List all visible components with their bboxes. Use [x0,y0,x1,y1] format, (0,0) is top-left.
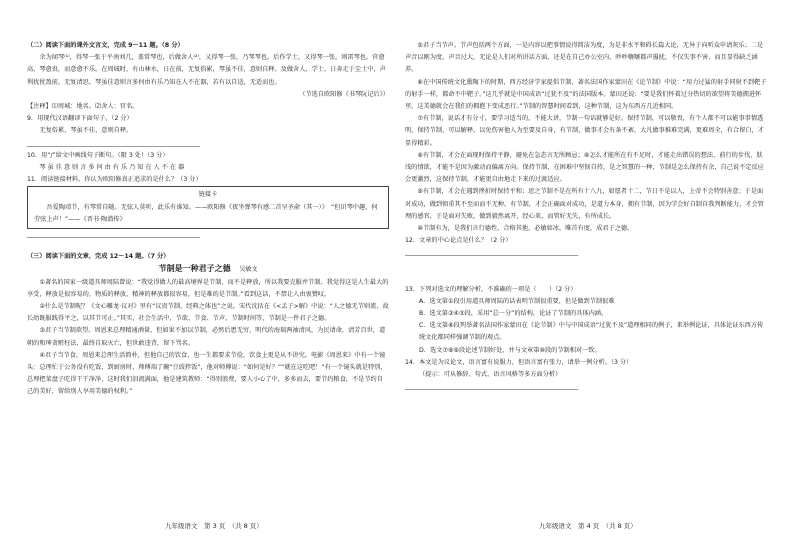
question-9-sentence: 无复俗累，琴虽不佳，意则自释。 [39,127,133,135]
link-card-text: 吾爱陶靖节，有琴常自随。无弦人莫听，此乐有谁知。——欧阳修《夜坐弹琴有感二首呈圣俞（其一）》 “但识琴中趣，何劳弦上声！”——《晋书·陶潜传》 [34,203,378,223]
section-2-heading: （二）阅读下面的课外文言文，完成 9～11 题。（8 分） [27,42,184,49]
question-9: 9．用现代汉语翻译下面句子。（2 分） [27,115,133,123]
paragraph-2: ②什么是节制呢？《文心雕龙·议对》里有“议贵节制，经典之体也”之说。宋代沈括在《<孟子>解》中说：“人之德无节则流，故长幼既服践得平之，以其节可止。”其实，社会生活中，节欲、节食、节声，节制时间等，节制是一件君子之德。 [27,303,389,323]
article-author: 吴敏文 [239,266,258,274]
question-13-option-a: A．选文第①段引用道具师周陆的话表明节制很重要，但是做到节制很难 [419,297,615,305]
page-4-footer: 九年级语文 第 4 页 （共 8 页） [539,522,637,530]
article-title: 节制是一种君子之德 [158,264,231,274]
link-card-title: 链接卡 [198,191,218,199]
question-11-answer-line[interactable]: ________________________________________________________ [27,231,201,239]
paragraph-6: ⑥在中国传统文化熏陶下的时期，西方经济学家提倡节制，著名法国作家蒙田在《论节制》中说：“用力过猛的射手同射不到靶子的射手一样，都命不中靶子。”这几乎就是中国成语“过犹不及”的法国版本。蒙田还说：“要是我们怀着过分热切的欲望将美德拥进怀里，这美德就会在我们的拥抱下变成恶行。”节制的智慧时间看到，这种节制，这为东西方几近相同。 [405,78,767,111]
question-14-answer-line[interactable]: ________________________________________________________ [405,383,579,391]
passage-annotation: 【注释】⑴周城：地名。⑵舍人：官名。 [27,103,139,111]
paragraph-10: ⑩节制有为，是我们言行德性，合格其他，必敏如冰，唯首有度，成君子之德。 [417,225,634,233]
question-14-hint: （提示：可从修辞、句式、语言风格等多方面分析） [419,371,562,379]
paragraph-7: ⑦有节制，说话才有分寸，要学习适当的，不能大讲，节制一句话就够是好。保持节制，可以敬畏，有个人都不可以能事事情透明，保持节制，可以解释，以免伤害他人为至要及自身，有节制，做事才会有条不紊，大凡做事推难完满，更难周全，有合留白，才显得精彩。 [405,115,764,147]
question-13-option-c: C．选文第⑥段列举著名法国作家蒙田在《论节制》中与中国成语“过犹不及”道理相同的例子，来举例论证，具体论证东西方传统文化都同样强调节制的观点。 [419,322,764,342]
paragraph-1: ①著名的国家一级道具师周陆曾说：“我觉得做人的最高境界是节制，而不是释放，所以我要克服并节制。我觉得这是人生最大的享受，释放是很容易的，物质的释放、精神的释放都很容易，但是难的是节制。”看到这话，不禁让人由衷赞叹。 [27,278,389,298]
page-3-footer: 九年级语文 第 3 页 （共 8 页） [165,522,263,530]
question-12-answer-line[interactable]: ________________________________________________________ [405,249,579,257]
article-title-row [27,263,389,276]
left-page [27,40,389,399]
right-page [405,40,767,393]
question-9-answer-line[interactable]: ________________________________________________________ [27,139,201,147]
question-11: 11．阅读链接材料，你认为欧阳修真正追求的是什么？（3 分） [27,176,202,184]
question-14: 14．本文是为议论文，语言富有说服力，但语言富有张力，请举一例分析。（3 分） [405,358,633,366]
paragraph-5: ⑤君子当节声。节声包括两个方面，一是内容以把事情说得简洁为度，为是非水平和碍长篇大论，无异于向听众申请灰乐；二是声音以刚为度，声音过大，无论是人们对所讲话方面，还是在自己办公室内，吵吵嚷嚷都声嚣扰，不仅失事不害，而且显得缺乏涵养。 [405,42,764,74]
passage-source: （节选自欧阳修《书琴阮记后》） [299,90,389,98]
paragraph-3: ③君子当节制欲望。周恩来总理精通酒量，但如果不加以节制，必然后患无穷，明代的海瑞两袖清风，为民请命，清芳百世，道朝的和珅贪赃枉法，最终自取灭亡，但世敢违背，留下骂名。 [27,327,386,347]
paragraph-8: ⑧有节制，才会在面现时保持平静，避免在急态言无所顾忌；⑧怎么才能所在有不足时，才能走出错误的想法、前行的步伐，肤浅的情欲，才能不是因为激动而偏离方向。保持节制，在困难中坚韧自持，是之智慧的一种，节制是怎么保持有余，自己说不定反应会更激烈，这保持节制，才能更自由地走下来的过渡适应。 [405,151,764,184]
classical-passage: 余为闻琴⁽¹⁾，得琴一张于平南刘几，盖常琴也，后做舍人⁽²⁾，又得琴一张，乃琴琴也。后作学士，又得琴一张，则雷琴也。官愈高，琴愈贵，而意愈不乐。在周城时，有山林水，日在前，无复俗累，琴虽不佳，意则自释。及做舍人、学士，日奔走于尘土中，声利扰扰盈前，无复清思，琴虽佳意则言多何由有乐乃知在人不在器，若有以自适，无适而也。 [27,54,386,86]
question-12: 12．文章的中心论点是什么？（2 分） [405,237,512,245]
question-10: 10．用“/”给文中画线句子断句。（限 3 处）（3 分） [27,151,169,159]
question-13-option-d: D．选文⑦⑧⑨段论述节制好处，并与文章第⑩段的节制相对一致。 [419,346,601,354]
paragraph-9: ⑨有节制，才会在遇到挫折时保持平和；思之节制不是在所有十八九，如愿者十二，节日不是以人，上帝不会特别善意；于是面对成功，做到慎重其不至而而不无种。有节制，才会正确面对成功，是道力本身，拥有节制，因为学会好自制自我判断能力，才会管理的感官，于是面对失败，做到毅然离开，经心来，而管好无失，有所成长。 [405,188,764,220]
question-10-sentence: 琴 虽 佳 意 则 言 多 何 由 有 乐 乃 知 在 人 不 在 器 [39,164,185,172]
question-13: 13．下列对选文的理解分析，不准确的一项是（ ）（2 分） [405,285,577,293]
paragraph-4: ④君子当节食，周恩来总理生活简朴，但他自己的饮食，也一生都要求节俭，饮食上更是从不讲究。电影《周恩来》中有一个镜头：总理忙于公务没有吃饭，到厨房时，师傅端了碗“豆豉拌饭”，他对师傅说：“如何是好？”“就在这吃吧！”有一个镜头就是特别，总理把菜盘子吃得干干净净，这时我们泪流满面，他是建筑教师：“得别浪费，要人小心了中，多多而去，要节约粮食，不是节约自己的美好，留给别人享用美德的权利。” [27,351,387,396]
question-13-option-b: B．选文第③④⑤段，采用“总一分”的结构，论证了节制的具体内涵。 [419,310,608,318]
link-card [27,186,389,229]
section-3-heading: （三）阅读下面的文章，完成 12～14 题。（7 分） [27,253,170,261]
